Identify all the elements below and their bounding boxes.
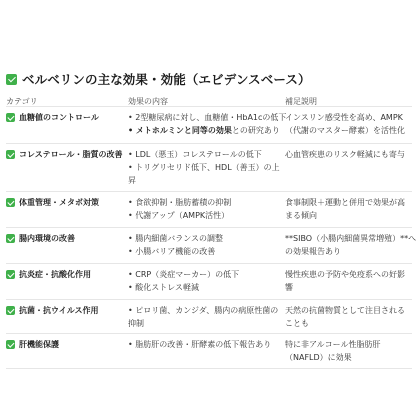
- category-label: 抗炎症・抗酸化作用: [19, 270, 91, 279]
- category-label: 肝機能保護: [19, 340, 59, 349]
- note-line: （代謝のマスター酵素）を活性化: [285, 126, 405, 135]
- note-cell: [285, 232, 416, 258]
- header-category: カテゴリ: [6, 97, 38, 106]
- effect-cell: [128, 232, 223, 258]
- effect-cell: [128, 304, 278, 330]
- category-label: コレステロール・脂質の改善: [19, 150, 123, 159]
- check-box-icon: [6, 306, 15, 315]
- note-line: の効果報告あり: [285, 247, 341, 256]
- row-divider: [6, 368, 412, 369]
- header-effect: 効果の内容: [128, 97, 168, 106]
- effect-cell: [128, 111, 286, 137]
- effect-line: 昇: [128, 176, 136, 185]
- check-box-icon: [6, 234, 15, 243]
- row-divider: [6, 106, 412, 107]
- effect-line: [128, 124, 286, 137]
- effect-line: 抑制: [128, 319, 144, 328]
- note-line: まる傾向: [285, 211, 317, 220]
- row-divider: [6, 299, 412, 300]
- note-line: 慢性疾患の予防や免疫系への好影: [285, 270, 405, 279]
- row-category: [6, 112, 99, 123]
- row-divider: [6, 333, 412, 334]
- row-divider: [6, 227, 412, 228]
- row-divider: [6, 191, 412, 192]
- effect-line: • 代謝アップ（AMPK活性）: [128, 211, 230, 220]
- note-cell: [285, 304, 413, 330]
- effect-line: • トリグリセリド低下、HDL（善玉）の上: [128, 163, 280, 172]
- effect-line: • 腸内細菌バランスの調整: [128, 234, 224, 243]
- row-category: [6, 339, 59, 350]
- note-cell: [285, 196, 413, 222]
- row-divider: [6, 263, 412, 264]
- row-category: [6, 233, 75, 244]
- section-title: ベルベリンの主な効果・効能（エビデンスベース）: [22, 72, 311, 87]
- effect-emphasis: • メトホルミンと同等の効果: [128, 126, 232, 135]
- note-cell: [285, 338, 413, 364]
- row-category: [6, 305, 99, 316]
- note-line: （NAFLD）に効果: [285, 353, 352, 362]
- effect-cell: [128, 268, 239, 294]
- effect-line: • 食欲抑制・脂肪蓄積の抑制: [128, 198, 232, 207]
- effect-cell: [128, 338, 271, 351]
- effect-line: • LDL（悪玉）コレステロールの低下: [128, 150, 262, 159]
- category-label: 腸内環境の改善: [19, 234, 75, 243]
- effect-cell: [128, 148, 280, 187]
- row-category: [6, 197, 99, 208]
- row-category: [6, 269, 91, 280]
- check-box-icon: [6, 74, 17, 85]
- check-box-icon: [6, 150, 15, 159]
- note-line: **SIBO（小腸内細菌異常増殖）**へ: [285, 234, 416, 243]
- effect-line: • ピロリ菌、カンジダ、腸内の病原性菌の: [128, 306, 279, 315]
- note-cell: [285, 148, 413, 161]
- category-label: 体重管理・メタボ対策: [19, 198, 99, 207]
- check-box-icon: [6, 270, 15, 279]
- check-box-icon: [6, 113, 15, 122]
- note-line: 響: [285, 283, 293, 292]
- check-box-icon: [6, 340, 15, 349]
- note-line: ことも: [285, 319, 309, 328]
- effect-line: • CRP（炎症マーカー）の低下: [128, 270, 240, 279]
- effect-line: • 酸化ストレス軽減: [128, 283, 200, 292]
- effect-cell: [128, 196, 231, 222]
- note-cell: [285, 268, 413, 294]
- note-line: 特に非アルコール性脂肪肝: [285, 340, 381, 349]
- effect-suffix: との研究あり: [231, 126, 280, 135]
- row-category: [6, 149, 122, 160]
- header-note: 補足説明: [285, 97, 317, 106]
- section-title-row: [6, 70, 311, 88]
- check-box-icon: [6, 198, 15, 207]
- category-label: 抗菌・抗ウイルス作用: [19, 306, 99, 315]
- effect-line: • 脂肪肝の改善・肝酵素の低下報告あり: [128, 340, 272, 349]
- note-line: 食事制限＋運動と併用で効果が高: [285, 198, 405, 207]
- note-cell: [285, 111, 413, 137]
- effect-line: • 小腸バリア機能の改善: [128, 247, 216, 256]
- note-line: 心血管疾患のリスク軽減にも寄与: [285, 150, 405, 159]
- note-line: 天然の抗菌物質として注目される: [285, 306, 405, 315]
- category-label: 血糖値のコントロール: [19, 113, 99, 122]
- note-line: インスリン感受性を高め、AMPK: [285, 113, 403, 122]
- effect-line: • 2型糖尿病に対し、血糖値・HbA1cの低下: [128, 113, 287, 122]
- row-divider: [6, 143, 412, 144]
